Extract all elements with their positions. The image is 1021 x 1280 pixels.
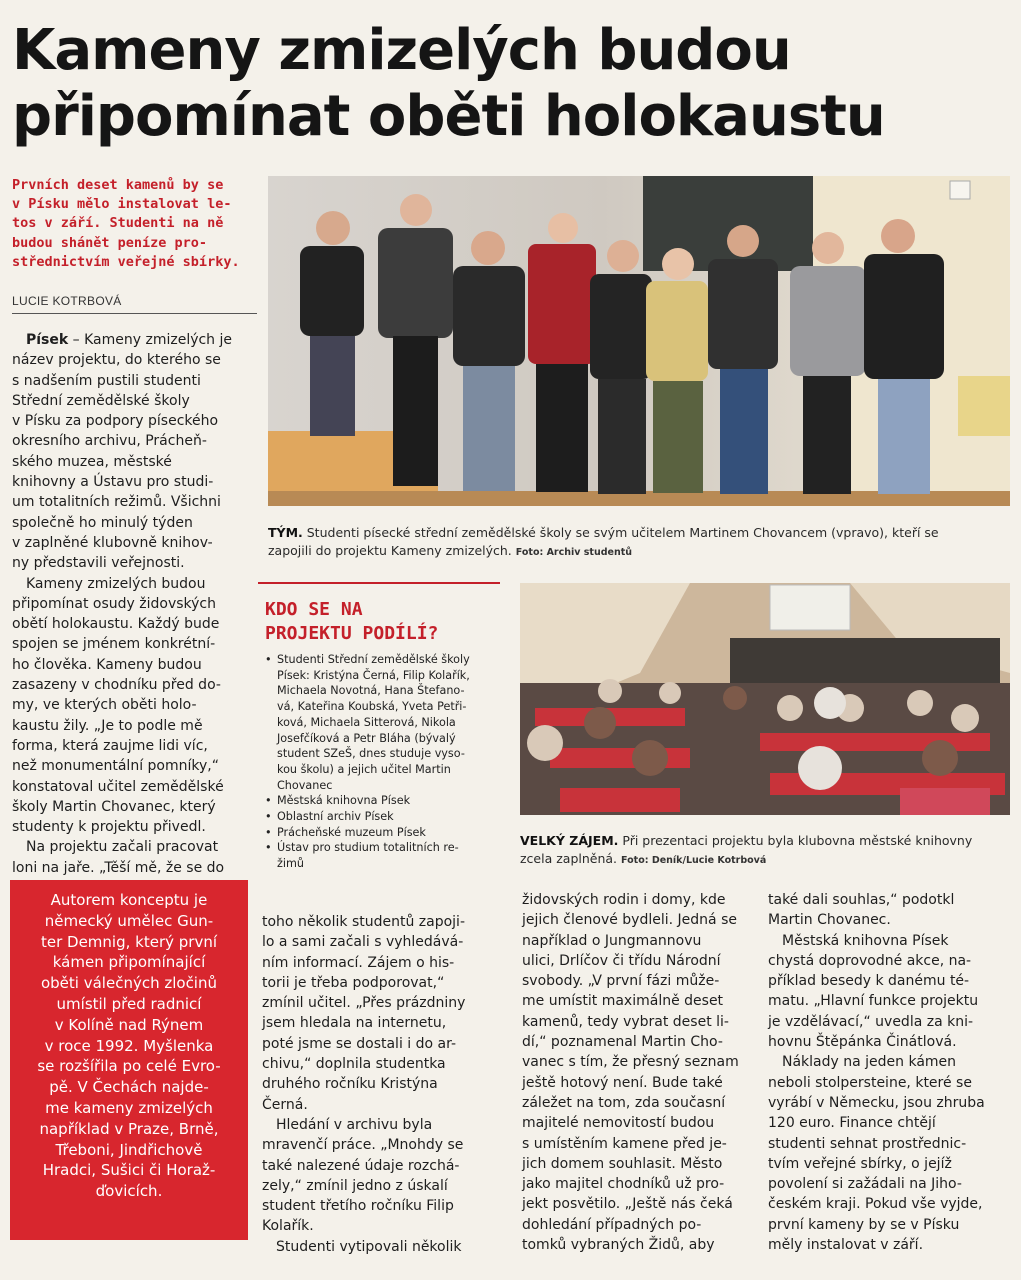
list-item: • Studenti Střední zemědělské školy Písek: Kristýna Černá, Filip Kolařík, Michaela Novotná, Hana Štefano- vá, Kateřina Koubská, Yveta Petři- ková, Michaela Sitterová, Nikola Josefčíková a Petr Bláha (bývalý student SZeŠ, dnes studuje vyso- kou školu) a jejich učitel Martin Chovanec (265, 652, 510, 793)
lead-line: Prvních deset kamenů by se (12, 177, 224, 193)
list-item: • Oblastní archiv Písek (265, 809, 510, 825)
team-photo-caption: TÝM. Studenti písecké střední zemědělské školy se svým učitelem Martinem Chovancem (vpravo), kteří se zapojili do projektu Kameny zmizelých. Foto: Archiv studentů (268, 525, 939, 558)
headline-line-2: připomínat oběti holokaustu (12, 84, 885, 149)
photo-credit: Foto: Deník/Lucie Kotrbová (621, 855, 767, 866)
dateline: Písek (26, 332, 69, 348)
infobox-divider (258, 582, 500, 584)
author-byline: LUCIE KOTRBOVÁ (12, 294, 122, 308)
caption-tag: TÝM. (268, 525, 303, 540)
article-column-2: toho několik studentů zapoji- lo a sami začali s vyhledává- ním informací. Zájem o his- torii je třeba podporovat,“ zmínil učitel. „Přes prázdniny jsem hledala na internetu, poté jsme se dostali i do ar- chivu,“ doplnila studentka druhého ročníku Kristýna Černá. Hledání v archivu byla mravenčí práce. „Mnohdy se také nalezené údaje rozchá- zely,“ zmínil jedno z úskalí student třetího ročníku Filip Kolařík. Studenti vytipovali několik (262, 914, 466, 1255)
lead-line: v Písku mělo instalovat le- (12, 196, 232, 213)
headline (12, 18, 1012, 150)
participants-list (265, 652, 510, 872)
byline-divider (12, 313, 257, 314)
team-photo-illustration (268, 176, 1010, 506)
team-photo (268, 176, 1010, 506)
audience-photo-illustration (520, 583, 1010, 815)
list-item: • Městská knihovna Písek (265, 793, 510, 809)
list-item: • Ústav pro studium totalitních re- žimů (265, 840, 510, 871)
list-item: • Prácheňské muzeum Písek (265, 825, 510, 841)
article-column-1: Písek – Kameny zmizelých je název projektu, do kterého se s nadšením pustili studenti Střední zemědělské školy v Písku za podpory píseckého okresního archivu, Prácheň- ského muzea, městské knihovny a Ústavu pro studi- um totalitních režimů. Všichni společně ho minulý týden v zaplněné klubovně knihov- ny představili veřejnosti. Kameny zmizelých budou připomínat osudy židovských obětí holokaustu. Každý bude spojen se jménem konkrétní- ho člověka. Kameny budou zasazeny v chodníku před do- my, ve kterých oběti holo- kaustu žily. „Je to podle mě forma, která zaujme lidi víc, než monumentální pomníky,“ konstatoval učitel zemědělské školy Martin Chovanec, který studenty k projektu přivedl. Na projektu začali pracovat loni na jaře. „Těší mě, že se do (12, 332, 233, 876)
audience-photo (520, 583, 1010, 815)
headline-line-1: Kameny zmizelých budou (12, 18, 791, 83)
audience-photo-caption: VELKÝ ZÁJEM. Při prezentaci projektu byla klubovna městské knihovny zcela zaplněná. Foto: Deník/Lucie Kotrbová (520, 833, 973, 866)
article-column-3: židovských rodin i domy, kde jejich členové bydleli. Jedná se například o Jungmannovu ulici, Drlíčov či třídu Národní svobody. „V první fázi může- me umístit maximálně deset kamenů, tedy vybrat deset li- dí,“ poznamenal Martin Cho- vanec s tím, že přesný seznam ještě hotový není. Bude také záležet na tom, zda současní majitelé nemovitostí budou s umístěním kamene před je- jich domem souhlasit. Město jako majitel chodníků už pro- jekt posvětilo. „Ještě nás čeká dohledání případných po- tomků vybraných Židů, aby (522, 892, 739, 1254)
lead-line: budou shánět peníze pro- (12, 234, 208, 251)
lead-line: střednictvím veřejné sbírky. (12, 253, 240, 270)
fact-box: Autorem konceptu je německý umělec Gun- ter Demnig, který první kámen připomínající oběti válečných zločinů umístil před radnicí v Kolíně nad Rýnem v roce 1992. Myšlenka se rozšířila po celé Evro- pě. V Čechách najde- me kameny zmizelých například v Praze, Brně, Třeboni, Jindřichově Hradci, Sušici či Horaž- ďovicích. (10, 880, 248, 1240)
lead-line: tos v září. Studenti na ně (12, 215, 224, 232)
caption-tag: VELKÝ ZÁJEM. (520, 833, 619, 848)
article-column-4: také dali souhlas,“ podotkl Martin Chovanec. Městská knihovna Písek chystá doprovodné akce, na- příklad besedy k danému té- matu. „Hlavní funkce projektu je vzdělávací,“ uvedla za kni- hovnu Štěpánka Činátlová. Náklady na jeden kámen neboli stolpersteine, které se vyrábí v Německu, jsou zhruba 120 euro. Finance chtějí studenti sehnat prostřednic- tvím veřejné sbírky, o jejíž povolení si zažádali na Jiho- českém kraji. Pokud vše vyjde, první kameny by se v Písku měly instalovat v září. (768, 892, 985, 1254)
infobox-title: KDO SE NA PROJEKTU PODÍLÍ? (265, 599, 439, 644)
lead-paragraph (12, 176, 257, 272)
photo-credit: Foto: Archiv studentů (515, 547, 633, 558)
